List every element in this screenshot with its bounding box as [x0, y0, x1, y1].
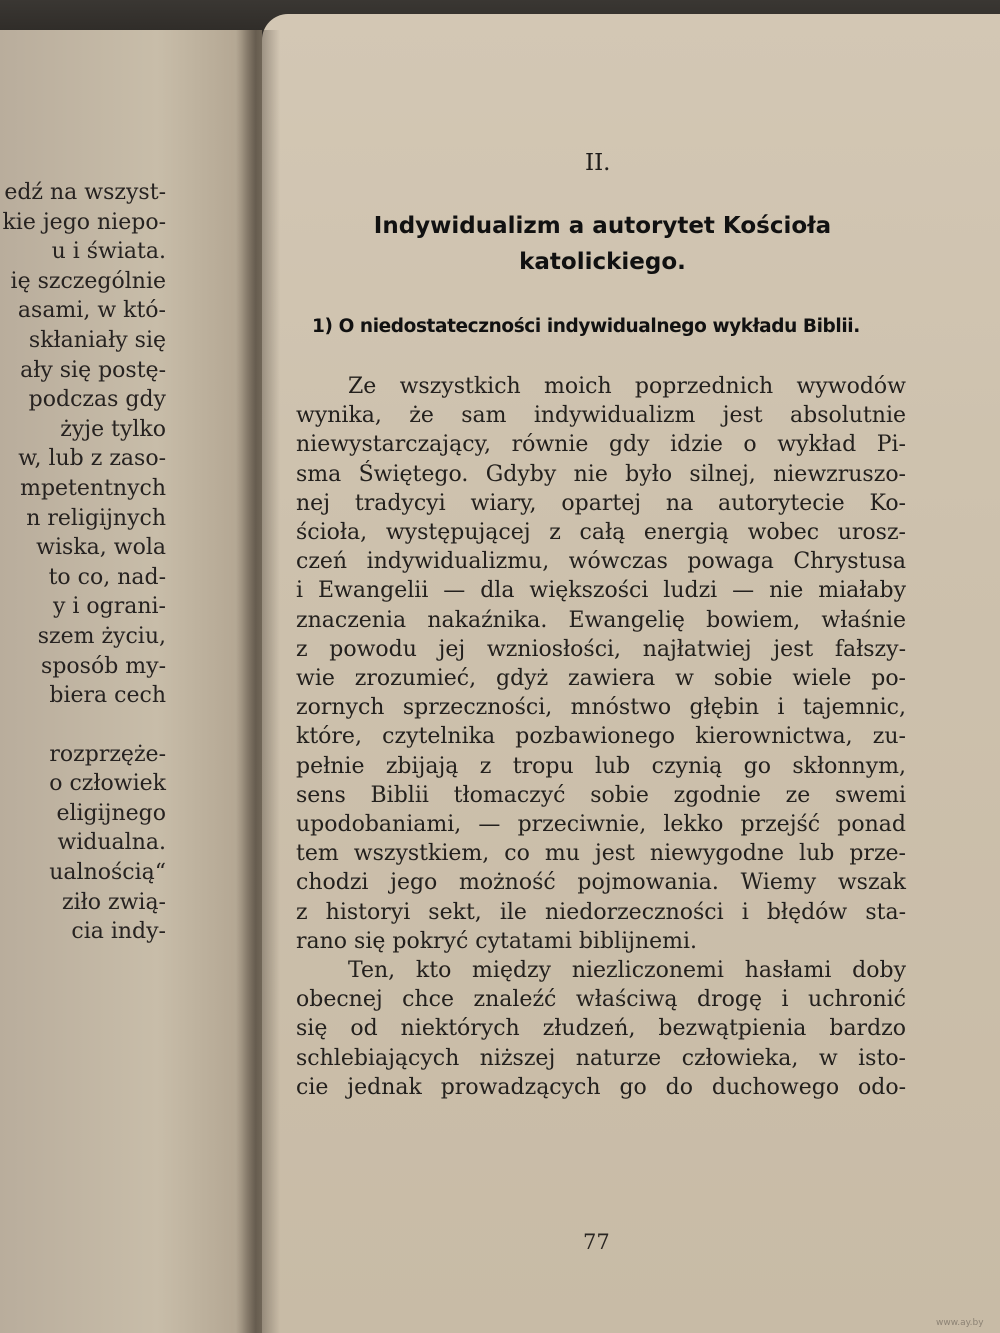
left-page-line: w, lub z zaso- [18, 446, 166, 472]
body-line: wynika, że sam indywidualizm jest absolutnie [296, 403, 906, 429]
chapter-numeral: II. [585, 150, 611, 176]
chapter-title-line-2: katolickiego. [519, 249, 686, 275]
left-page-line: żyje tylko [60, 416, 166, 442]
left-page-line: asami, w któ- [17, 298, 166, 324]
left-page-line: u i świata. [51, 239, 166, 265]
body-paragraphs [296, 372, 906, 1102]
left-page-text [0, 178, 166, 947]
body-line: z powodu jej wzniosłości, najłatwiej jest fałszy- [296, 636, 906, 662]
body-line: chodzi jego możność pojmowania. Wiemy wszak [296, 870, 906, 896]
left-page-line: widualna. [57, 830, 166, 856]
left-page-line [0, 711, 166, 740]
left-page-line: biera cech [49, 683, 166, 709]
body-line: ścioła, występującej z całą energią wobec urosz- [296, 520, 906, 546]
left-page-line: rozprzęże- [49, 741, 166, 767]
body-line: cie jednak prowadzących go do duchowego odo- [296, 1074, 906, 1100]
body-line: z historyi sekt, ile niedorzeczności i błędów sta- [296, 899, 906, 925]
left-page-line: eligijnego [56, 800, 166, 826]
body-line: niewystarczający, równie gdy idzie o wykład Pi- [296, 432, 906, 458]
left-page-line: to co, nad- [48, 564, 166, 590]
body-line: obecnej chce znaleźć właściwą drogę i uchronić [296, 987, 906, 1013]
body-line: pełnie zbijają z tropu lub czynią go skłonnym, [296, 753, 906, 779]
left-page-line: kie jego niepo- [2, 209, 166, 235]
body-line: sma Świętego. Gdyby nie było silnej, niewzruszo- [296, 461, 906, 487]
body-line: czeń indywidualizmu, wówczas powaga Chrystusa [296, 549, 906, 575]
left-page-line: ały się postę- [20, 357, 166, 383]
body-line: nej tradycyi wiary, opartej na autorytecie Ko- [296, 490, 906, 516]
body-line: tem wszystkiem, co mu jest niewygodne lub prze- [296, 841, 906, 867]
left-page-line: skłaniały się [28, 327, 166, 353]
left-page-line: ię szczególnie [10, 268, 166, 294]
left-page-line: o człowiek [49, 771, 166, 797]
left-page-line: cia indy- [71, 919, 166, 945]
body-line: się od niektórych złudzeń, bezwątpienia bardzo [296, 1016, 906, 1042]
left-page-line: edź na wszyst- [4, 180, 166, 205]
body-line: Ten, kto między niezliczonemi hasłami doby [348, 958, 906, 984]
body-line: zornych sprzeczności, mnóstwo głębin i tajemnic, [296, 695, 906, 721]
body-line: wie zrozumieć, gdyż zawiera w sobie wiele po- [296, 666, 906, 692]
left-page-line: ziło zwią- [61, 889, 166, 915]
body-line: upodobaniami, — przeciwnie, lekko przejść ponad [296, 812, 906, 838]
chapter-title [355, 208, 850, 280]
left-page [0, 30, 262, 1333]
body-line: schlebiających niższej naturze człowieka, w isto- [296, 1045, 906, 1071]
body-line: rano się pokryć cytatami biblijnemi. [296, 928, 698, 954]
body-line: Ze wszystkich moich poprzednich wywodów [348, 374, 906, 399]
body-line: znaczenia nakaźnika. Ewangelię bowiem, właśnie [296, 607, 906, 633]
page-number: 77 [583, 1230, 610, 1254]
section-title: 1) O niedostateczności indywidualnego wykładu Biblii. [312, 316, 860, 337]
left-page-line: podczas gdy [28, 387, 166, 413]
left-page-line: ualnością“ [49, 860, 166, 886]
body-line: i Ewangelii — dla większości ludzi — nie miałaby [296, 578, 906, 604]
body-line: które, czytelnika pozbawionego kierownictwa, zu- [296, 724, 906, 750]
chapter-title-line-1: Indywidualizm a autorytet Kościoła [373, 213, 832, 239]
body-line: sens Biblii tłomaczyć sobie zgodnie ze swemi [296, 782, 906, 808]
book-gutter [236, 30, 280, 1333]
left-page-line: szem życiu, [37, 623, 166, 649]
left-page-line: mpetentnych [20, 475, 166, 501]
left-page-line: wiska, wola [36, 535, 166, 561]
left-page-line: y i ograni- [52, 594, 166, 620]
left-page-line: sposób my- [41, 653, 166, 679]
watermark: www.ay.by [936, 1318, 984, 1328]
left-page-line: n religijnych [26, 505, 166, 531]
